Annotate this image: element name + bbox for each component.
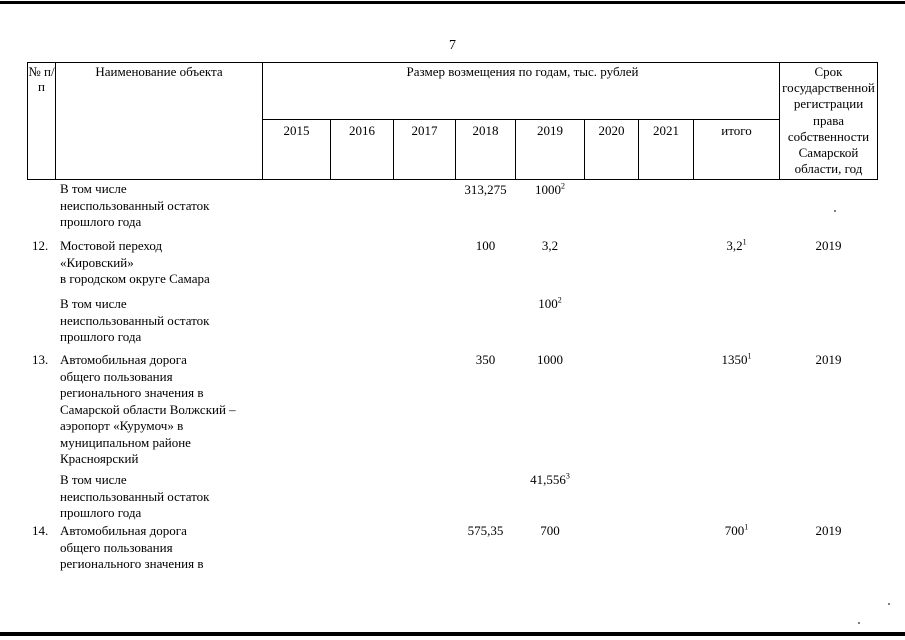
header-bottom-line <box>27 179 878 180</box>
col-divider <box>877 62 878 180</box>
header-year-2019: 2019 <box>537 123 563 138</box>
registration-year: 2019 <box>815 352 842 367</box>
value-2019: 3,2 <box>541 238 559 253</box>
col-divider <box>262 62 263 180</box>
footnote-marker: 2 <box>561 181 565 191</box>
value-2018: 575,35 <box>467 523 504 538</box>
header-deadline: Срок государственной регистрации права собственности Самарской области, год <box>782 64 875 177</box>
object-name: В том числе неиспользованный остаток прошлого года <box>60 181 210 229</box>
page-number: 7 <box>449 38 456 53</box>
value-total: 1350$^1$ <box>721 351 752 367</box>
scan-speck <box>834 210 836 212</box>
value-total: $700^1$ <box>724 522 749 538</box>
registration-year: 2019 <box>815 238 842 253</box>
footnote-marker: 3 <box>565 471 570 481</box>
footnote-marker: 2 <box>557 295 562 305</box>
value-2019: 41,556$^3$ <box>530 471 570 487</box>
header-top-line <box>27 62 878 63</box>
header-total: итого <box>721 123 752 138</box>
header-mid-line <box>262 119 779 120</box>
footnote-marker: 1 <box>744 522 749 532</box>
object-name: Мостовой переход «Кировский» в городском округе Самара <box>60 238 210 286</box>
header-num: № п/п <box>28 64 55 94</box>
value-2018: 350 <box>475 352 496 367</box>
header-year-2020: 2020 <box>598 123 625 138</box>
value-2019: $100^2$ <box>538 295 562 311</box>
header-year-2018: 2018 <box>472 123 499 138</box>
row-number: 13. <box>32 352 49 367</box>
value-2019: 700 <box>540 523 560 538</box>
header-year-2016: 2016 <box>349 123 375 138</box>
header-year-2017: 2017 <box>411 123 438 138</box>
scan-speck <box>858 622 860 624</box>
footnote-marker: 1 <box>747 351 752 361</box>
header-name: Наименование объекта <box>95 64 223 79</box>
object-name: Автомобильная дорога общего пользования регионального значения в Самарской области Волжский – аэропорт «Курумоч» в муниципальном районе Красноярский <box>60 352 236 466</box>
value-2019: 1000 <box>537 352 563 367</box>
footnote-marker: 1 <box>742 237 747 247</box>
row-number: 12. <box>32 238 49 253</box>
value-2018: 100 <box>475 238 496 253</box>
header-year-2015: 2015 <box>283 123 310 138</box>
object-name: В том числе неиспользованный остаток прошлого года <box>60 472 210 520</box>
value-2019: 1000$^2$ <box>535 181 565 197</box>
header-amount: Размер возмещения по годам, тыс. рублей <box>406 64 639 79</box>
value-total: $3,2^1$ <box>726 237 747 253</box>
registration-year: 2019 <box>815 523 842 538</box>
top-rule <box>0 1 905 4</box>
object-name: В том числе неиспользованный остаток прошлого года <box>60 296 210 344</box>
bottom-rule <box>0 632 905 636</box>
value-2018: 313,275 <box>464 182 507 197</box>
row-number: 14. <box>32 523 49 538</box>
header-year-2021: 2021 <box>653 123 679 138</box>
scan-speck <box>888 603 890 605</box>
object-name: Автомобильная дорога общего пользования регионального значения в <box>60 523 204 571</box>
